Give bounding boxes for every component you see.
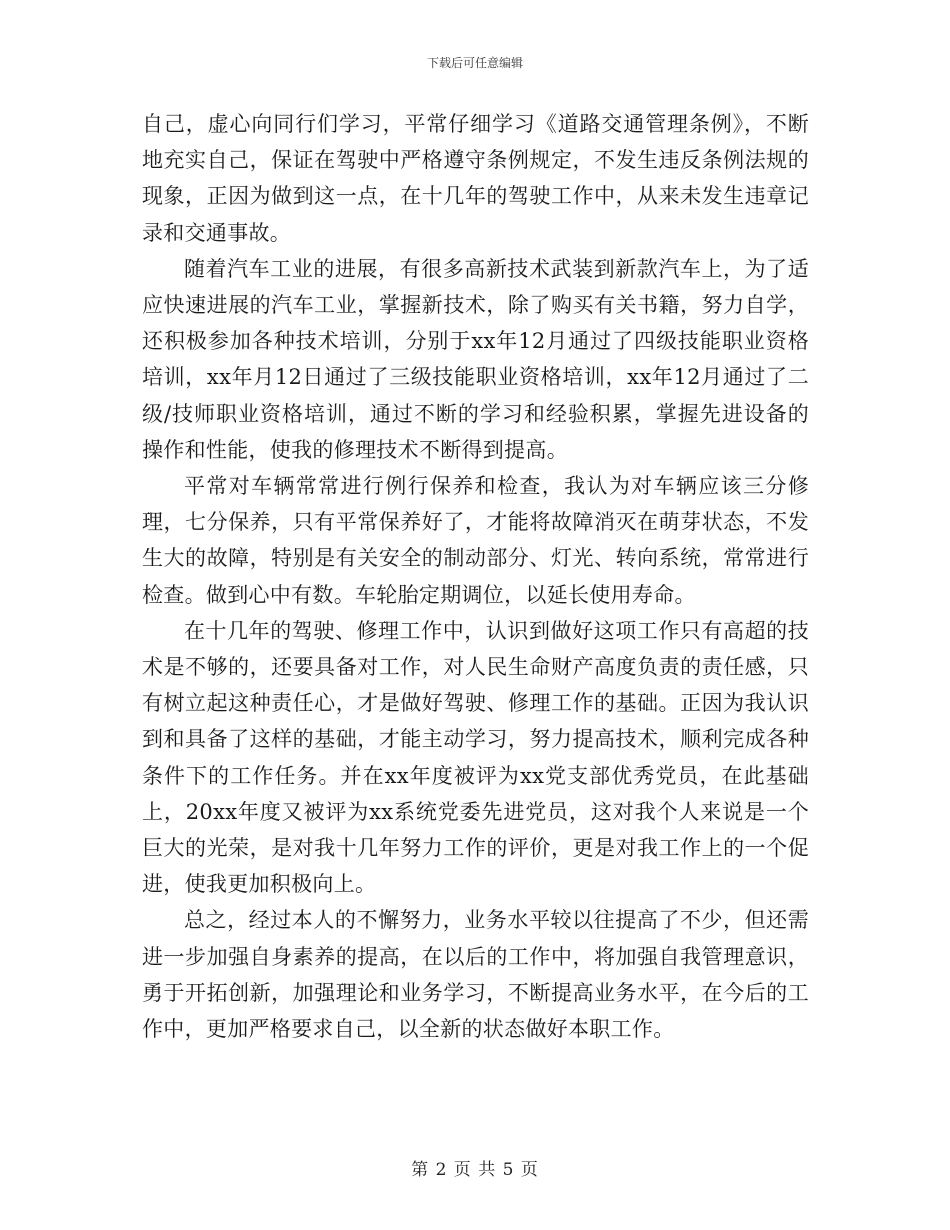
paragraph: 总之，经过本人的不懈努力，业务水平较以往提高了不少，但还需进一步加强自身素养的提高，在以后的工作中，将加强自我管理意识，勇于开拓创新，加强理论和业务学习，不断提高业务水平，在今后的工作中，更加严格要求自己，以全新的状态做好本职工作。 [142, 908, 809, 1042]
paragraph: 平常对车辆常常进行例行保养和检查，我认为对车辆应该三分修理，七分保养，只有平常保养好了，才能将故障消灭在萌芽状态，不发生大的故障，特别是有关安全的制动部分、灯光、转向系统，常常进行检查。做到心中有数。车轮胎定期调位，以延长使用寿命。 [142, 474, 809, 607]
document-body [142, 106, 809, 1047]
paragraph-continuation: 自己，虚心向同行们学习，平常仔细学习《道路交通管理条例》，不断地充实自己，保证在驾驶中严格遵守条例规定，不发生违反条例法规的现象，正因为做到这一点，在十几年的驾驶工作中，从来未发生违章记录和交通事故。 [142, 112, 809, 245]
header-note: 下载后可任意编辑 [426, 56, 523, 70]
paragraph: 在十几年的驾驶、修理工作中，认识到做好这项工作只有高超的技术是不够的，还要具备对工作，对人民生命财产高度负责的责任感，只有树立起这种责任心，才是做好驾驶、修理工作的基础。正因为我认识到和具备了这样的基础，才能主动学习，努力提高技术，顺利完成各种条件下的工作任务。并在xx年度被评为xx党支部优秀党员，在此基础上，20xx年度又被评为xx系统党委先进党员，这对我个人来说是一个巨大的光荣，是对我十几年努力工作的评价，更是对我工作上的一个促进，使我更加积极向上。 [142, 618, 809, 897]
page-number-footer: 第 2 页 共 5 页 [411, 1160, 539, 1180]
paragraph: 随着汽车工业的进展，有很多高新技术武装到新款汽车上，为了适应快速进展的汽车工业，掌握新技术，除了购买有关书籍，努力自学，还积极参加各种技术培训，分别于xx年12月通过了四级技能职业资格培训，xx年月12日通过了三级技能职业资格培训，xx年12月通过了二级/技师职业资格培训，通过不断的学习和经验积累，掌握先进设备的操作和性能，使我的修理技术不断得到提高。 [142, 256, 809, 462]
